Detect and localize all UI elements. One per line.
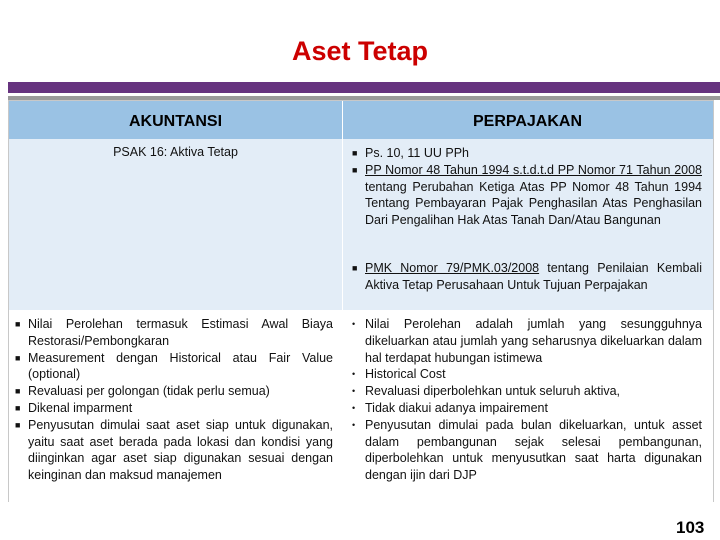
list-item-text: Nilai Perolehan adalah jumlah yang sesungguhnya dikeluarkan atau jumlah yang seharusnya dikeluarkan dalam hal terdapat hubungan istimewa: [365, 317, 702, 365]
tax-regulation-list: [352, 145, 702, 229]
list-item-text: Penyusutan dimulai pada bulan dikeluarkan, untuk asset dalam pembangunan sejak selesai pembangunan, diperbolehkan untuk menyusutkan saat harta digunakan dengan ijin dari DJP: [365, 417, 702, 483]
slide-title: Aset Tetap: [291, 36, 429, 66]
list-item: [352, 417, 702, 484]
list-item: [352, 145, 702, 162]
list-item: [352, 400, 702, 417]
list-item-text: Dikenal imparment: [28, 400, 133, 415]
list-item-text: Revaluasi diperbolehkan untuk seluruh aktiva,: [365, 384, 621, 399]
list-item-text: Nilai Perolehan termasuk Estimasi Awal Biaya Restorasi/Pembongkaran: [28, 317, 333, 348]
bullet-square-icon: ■: [352, 164, 358, 175]
row1-left-cell: [9, 139, 342, 310]
pp-regulation-link[interactable]: PP Nomor 48 Tahun 1994 s.t.d.t.d PP Nomor 71 Tahun 2008: [365, 162, 702, 177]
header-akuntansi: AKUNTANSI: [128, 113, 223, 130]
list-item-text: Revaluasi per golongan (tidak perlu semua): [28, 384, 270, 399]
list-item-text: Historical Cost: [365, 367, 446, 382]
list-item: [352, 383, 702, 400]
row1-right-cell: [342, 139, 713, 310]
list-item: [15, 383, 333, 400]
list-item: [352, 366, 702, 383]
pmk-regulation-link[interactable]: PMK Nomor 79/PMK.03/2008: [365, 261, 540, 275]
title-rule-purple: [8, 82, 720, 93]
pp-regulation-desc: tentang Perubahan Ketiga Atas PP Nomor 48 Tahun 1994 Tentang Pembayaran Pajak Penghasilan Atas Penghasilan Dari Pengalihan Hak Atas Tanah Dan/Atau Bangunan: [365, 179, 702, 228]
list-item: [352, 162, 702, 229]
tax-points-list: [352, 316, 702, 484]
comparison-table: [8, 100, 714, 502]
header-cell-akuntansi: [9, 101, 342, 139]
bullet-dot-icon: •: [352, 419, 356, 430]
bullet-square-icon: ■: [15, 402, 21, 413]
page-number: 103: [676, 518, 705, 537]
ps-reference: Ps. 10, 11 UU PPh: [365, 146, 469, 160]
bullet-square-icon: ■: [15, 386, 21, 397]
list-item: [15, 316, 333, 350]
bullet-dot-icon: •: [352, 402, 356, 413]
pmk-regulation-desc: tentang Penilaian Kembali Aktiva Tetap Perusahaan Untuk Tujuan Perpajakan: [365, 261, 702, 292]
list-item-text: Measurement dengan Historical atau Fair Value (optional): [28, 350, 333, 382]
list-item: [352, 260, 702, 294]
header-perpajakan: PERPAJAKAN: [472, 113, 583, 130]
bullet-square-icon: ■: [352, 148, 358, 158]
bullet-square-icon: ■: [15, 419, 21, 430]
header-cell-perpajakan: [342, 101, 713, 139]
psak-reference: PSAK 16: Aktiva Tetap: [113, 145, 238, 159]
list-item: [15, 400, 333, 417]
row2-right-cell: [342, 310, 713, 503]
list-item: [15, 417, 333, 484]
accounting-points-list: [15, 316, 333, 484]
column-divider: [342, 101, 343, 501]
pmk-list: [352, 260, 702, 294]
list-item: [352, 316, 702, 366]
bullet-dot-icon: •: [352, 319, 356, 329]
list-item-text: Tidak diakui adanya impairement: [365, 400, 548, 415]
bullet-square-icon: ■: [15, 319, 21, 329]
bullet-square-icon: ■: [15, 352, 21, 363]
bullet-square-icon: ■: [352, 263, 358, 273]
bullet-dot-icon: •: [352, 369, 356, 380]
list-item-text: Penyusutan dimulai saat aset siap untuk digunakan, yaitu saat aset berada pada lokasi dan kondisi yang diinginkan agar aset siap digunakan sesuai dengan keinginan dan maksud manajemen: [28, 417, 333, 483]
list-item: [15, 350, 333, 384]
row2-left-cell: [9, 310, 342, 503]
bullet-dot-icon: •: [352, 386, 356, 397]
